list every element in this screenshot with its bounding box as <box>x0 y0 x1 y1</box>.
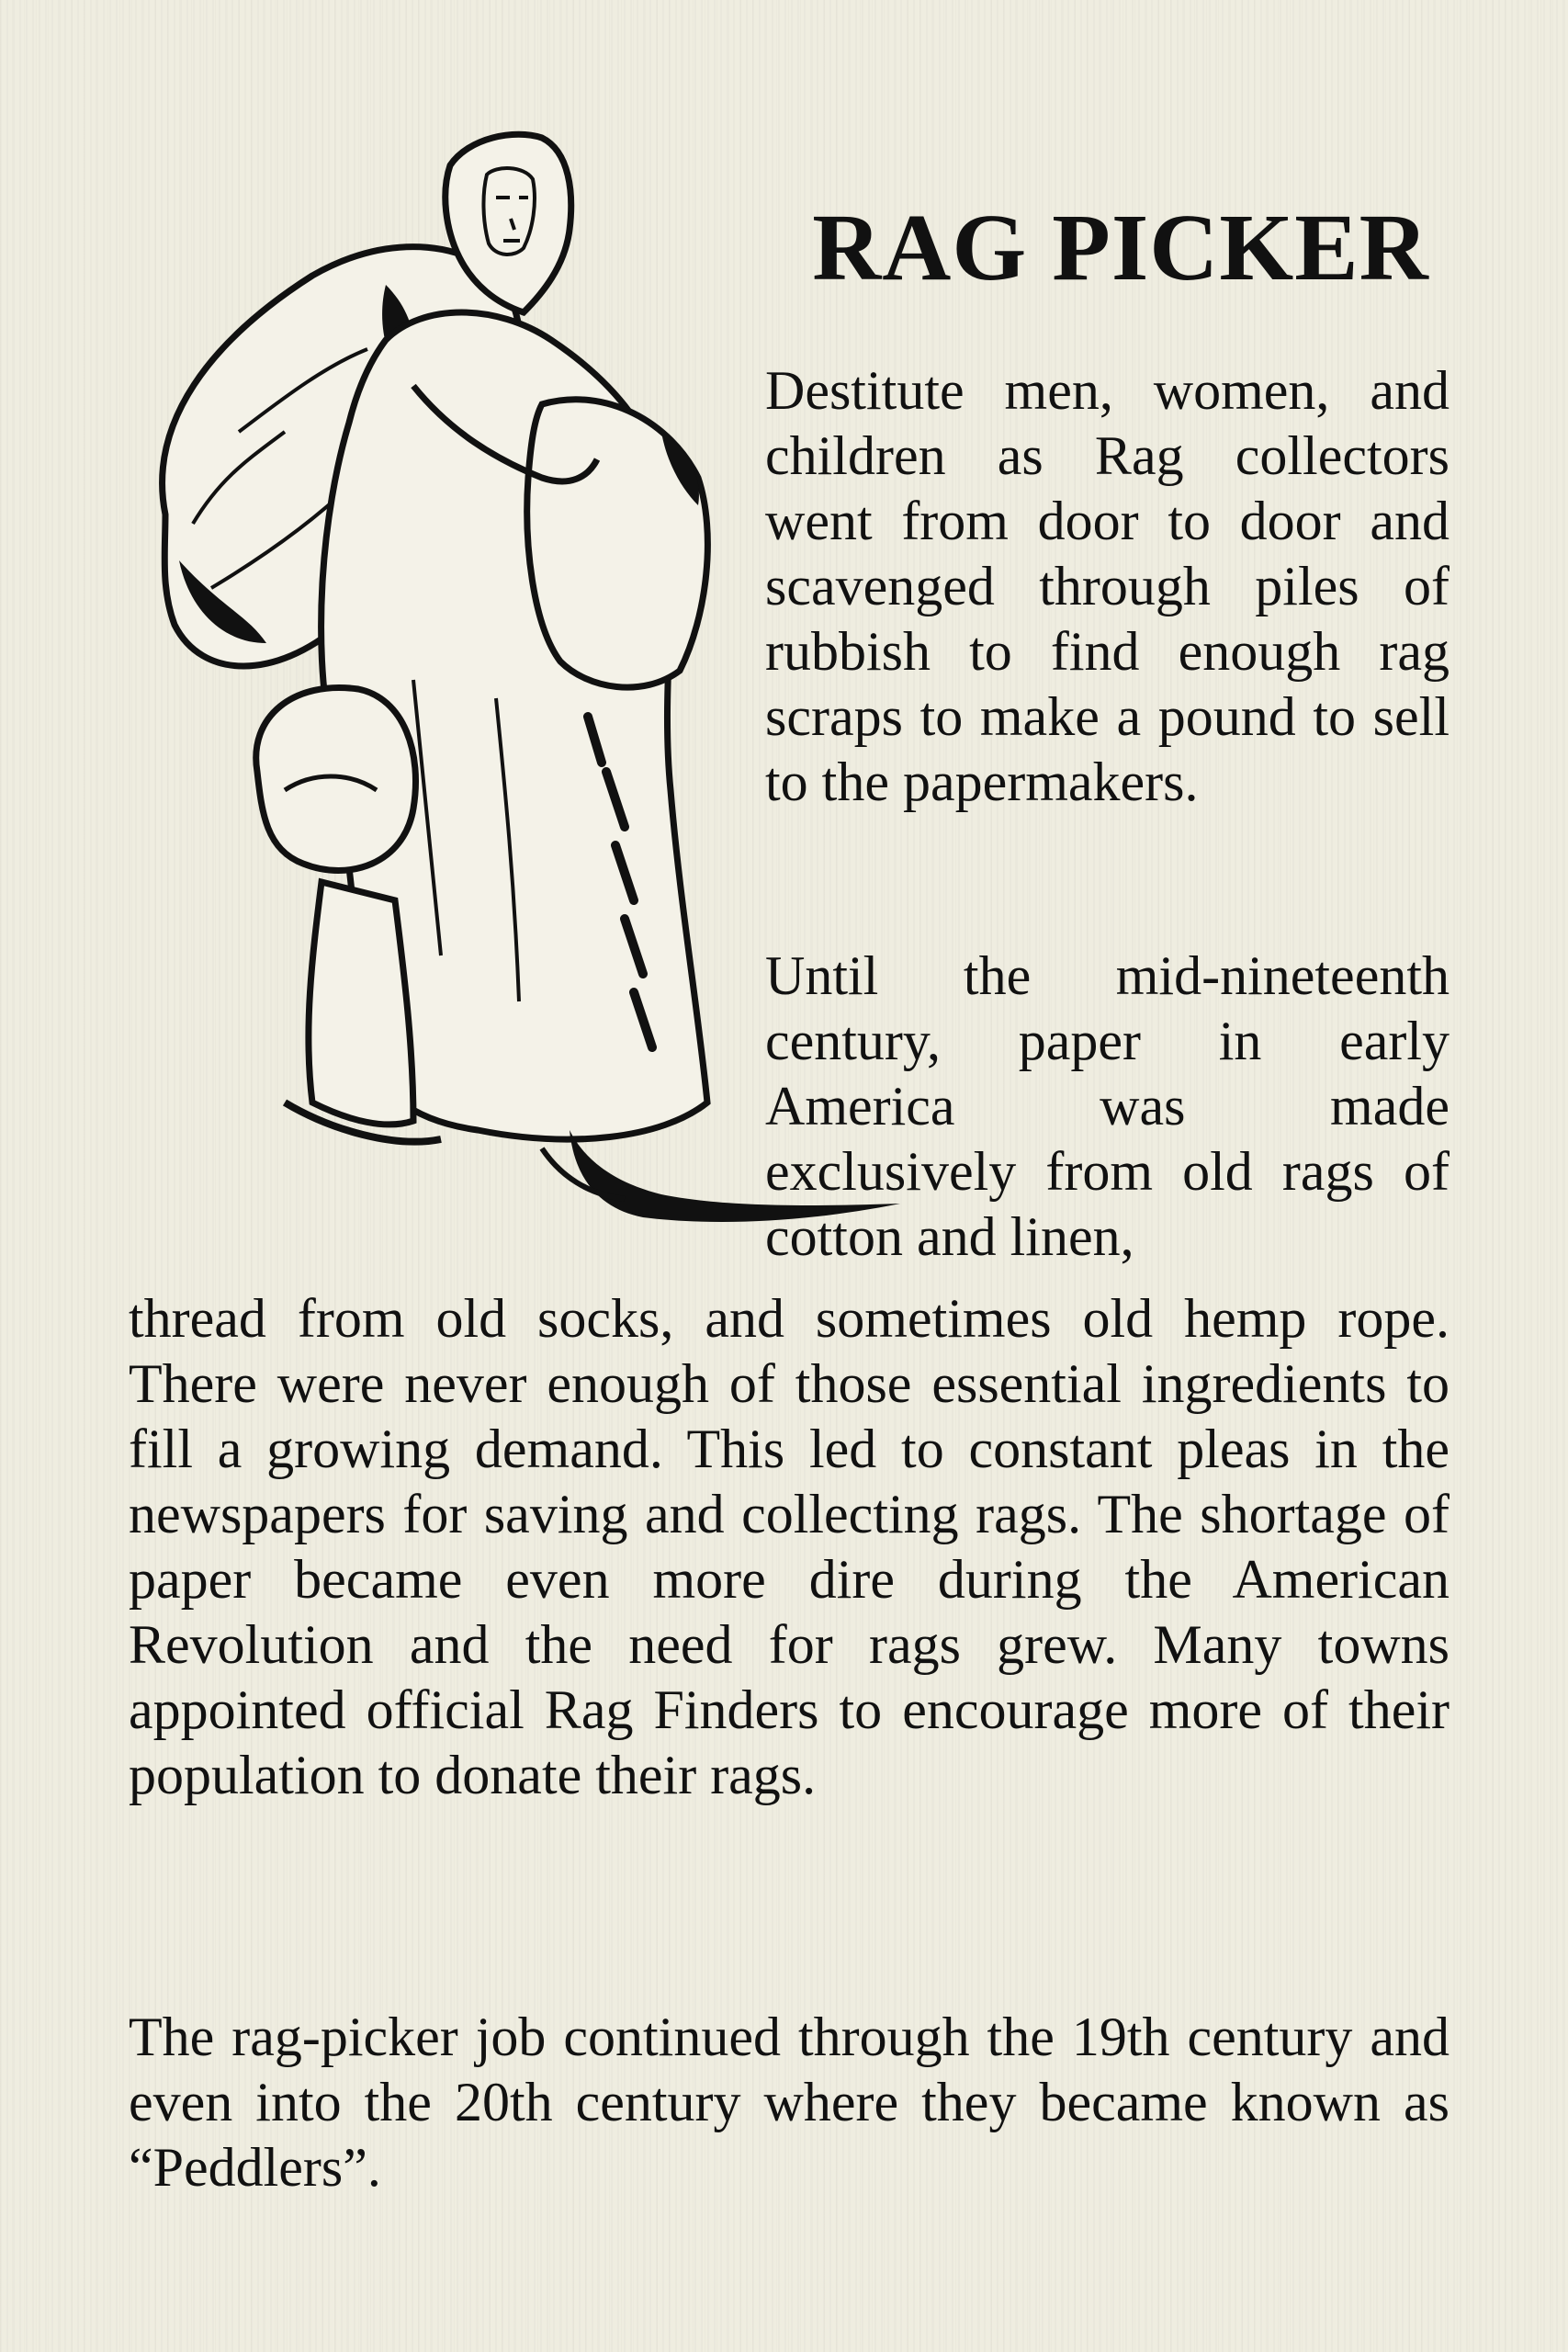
paragraph-peddlers: The rag-picker job continued through the 19th century and even into the 20th century where they became known as “Peddlers”. <box>129 2007 1450 2198</box>
paragraph-history-continued: thread from old socks, and sometimes old hemp rope. There were never enough of those essential ingredients to fill a growing demand. This led to constant pleas in the newspapers for saving and collecting rags. The shortage of paper became even more dire during the American Revolution and the need for rags grew. Many towns appointed official Rag Finders to encourage more of their population to donate their rags. <box>129 1288 1450 1805</box>
paragraph-history-start: Until the mid-nineteenth century, paper in early America was made exclusively from old rags of cotton and linen, <box>765 945 1450 1267</box>
paragraph-intro: Destitute men, women, and children as Rag collectors went from door to door and scavenged through piles of rubbish to find enough rag scraps to make a pound to sell to the papermakers. <box>765 360 1450 812</box>
page-title: RAG PICKER <box>812 195 1429 300</box>
